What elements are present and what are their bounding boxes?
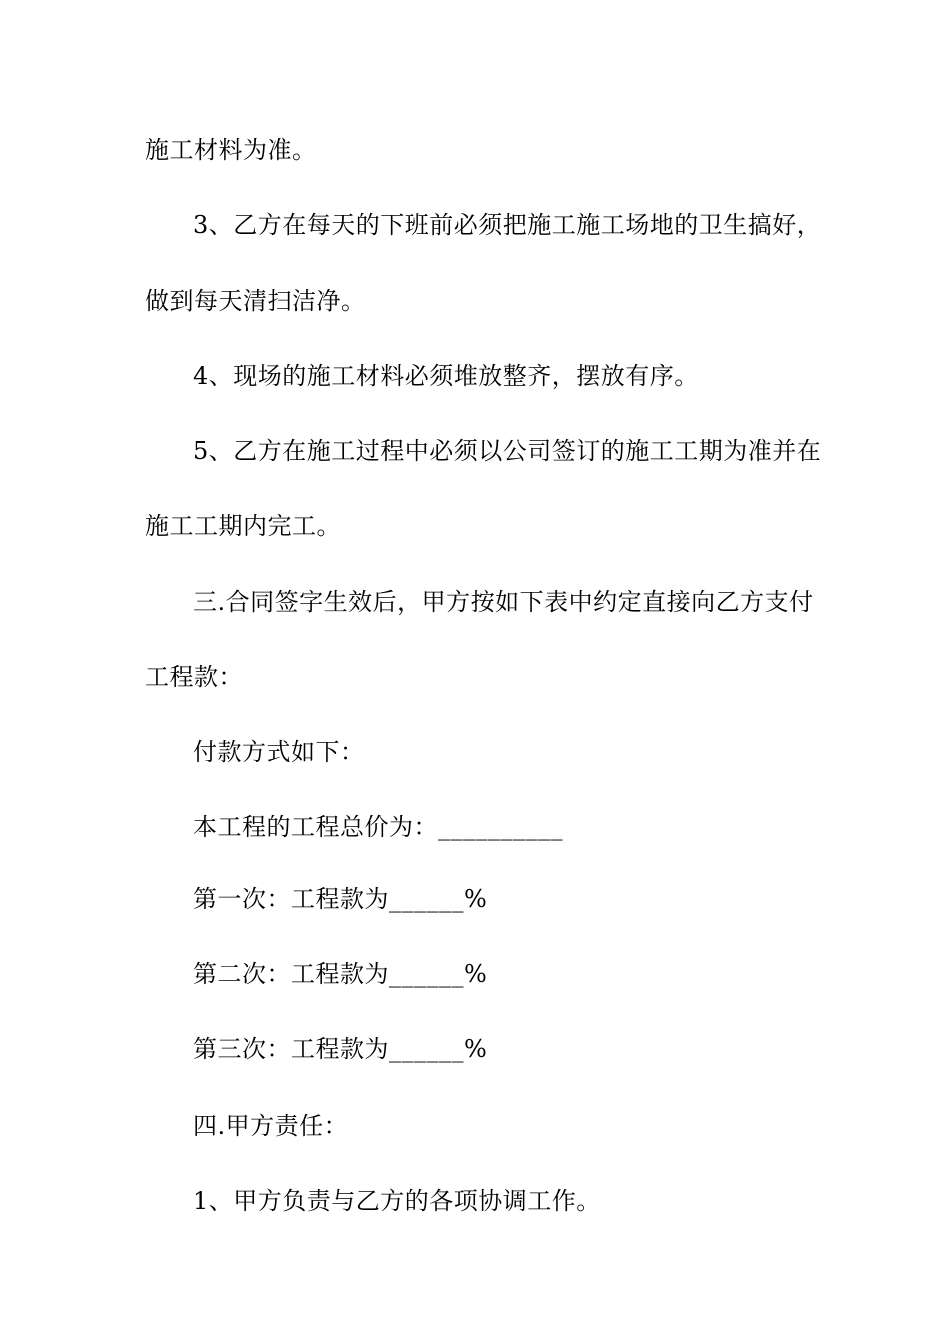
paragraph-line: 施工材料为准。 (145, 136, 317, 164)
paragraph-line: 做到每天清扫洁净。 (145, 287, 366, 315)
total-price-line: 本工程的工程总价为：__________ (193, 813, 563, 841)
paragraph-line: 5、乙方在施工过程中必须以公司签订的施工工期为准并在 (193, 437, 822, 465)
paragraph-line: 1、甲方负责与乙方的各项协调工作。 (193, 1187, 601, 1215)
paragraph-line: 施工工期内完工。 (145, 512, 341, 540)
payment-line: 第三次：工程款为______% (193, 1035, 488, 1063)
payment-line: 第一次：工程款为______% (193, 885, 488, 913)
paragraph-line: 3、乙方在每天的下班前必须把施工施工场地的卫生搞好， (193, 211, 822, 239)
section-heading-line: 四.甲方责任： (193, 1112, 349, 1140)
payment-line: 第二次：工程款为______% (193, 960, 488, 988)
paragraph-line: 付款方式如下： (193, 738, 365, 766)
paragraph-line: 4、现场的施工材料必须堆放整齐，摆放有序。 (193, 362, 699, 390)
paragraph-line: 工程款： (145, 663, 243, 691)
section-heading-line: 三.合同签字生效后，甲方按如下表中约定直接向乙方支付 (193, 588, 814, 616)
